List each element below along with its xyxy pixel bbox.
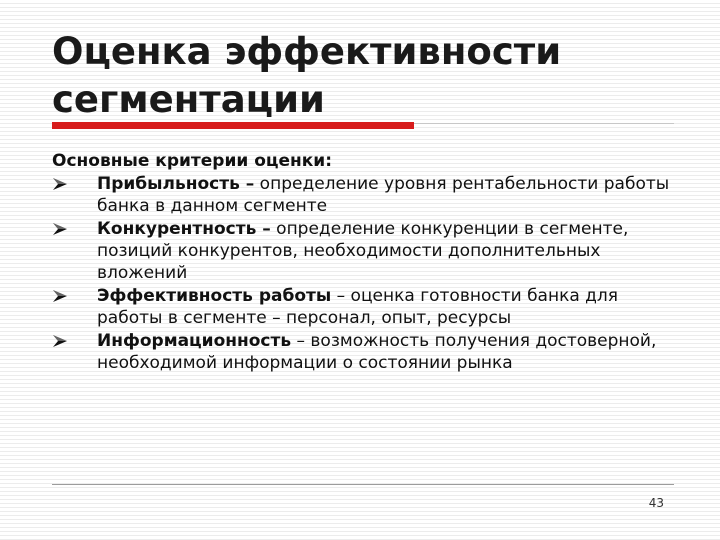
page-number: 43 xyxy=(648,496,664,510)
criterion-term: Прибыльность – xyxy=(97,174,255,194)
criterion-term: Информационность xyxy=(97,331,292,351)
criterion-item xyxy=(52,330,682,374)
criterion-item xyxy=(52,218,682,284)
slide-body xyxy=(52,150,682,375)
arrow-bullet-icon xyxy=(52,177,68,191)
criterion-description: – возможность получения достоверной, необходимой информации о состоянии рынка xyxy=(97,331,657,373)
arrow-bullet-icon xyxy=(52,289,68,303)
criteria-heading: Основные критерии оценки: xyxy=(52,151,332,171)
criterion-description: – оценка готовности банка для работы в сегменте – персонал, опыт, ресурсы xyxy=(97,286,619,328)
title-accent-bar xyxy=(52,122,414,129)
criterion-term: Эффективность работы xyxy=(97,286,332,306)
criterion-description: определение уровня рентабельности работы банка в данном сегменте xyxy=(97,174,670,216)
arrow-bullet-icon xyxy=(52,334,68,348)
criterion-item xyxy=(52,285,682,329)
criterion-item xyxy=(52,173,682,217)
slide-title: Оценка эффективности сегментации xyxy=(52,30,562,121)
arrow-bullet-icon xyxy=(52,222,68,236)
criterion-term: Конкурентность – xyxy=(97,219,271,239)
footer-divider xyxy=(52,484,674,485)
criterion-description: определение конкуренции в сегменте, позиций конкурентов, необходимости дополнительных вложений xyxy=(97,219,629,283)
